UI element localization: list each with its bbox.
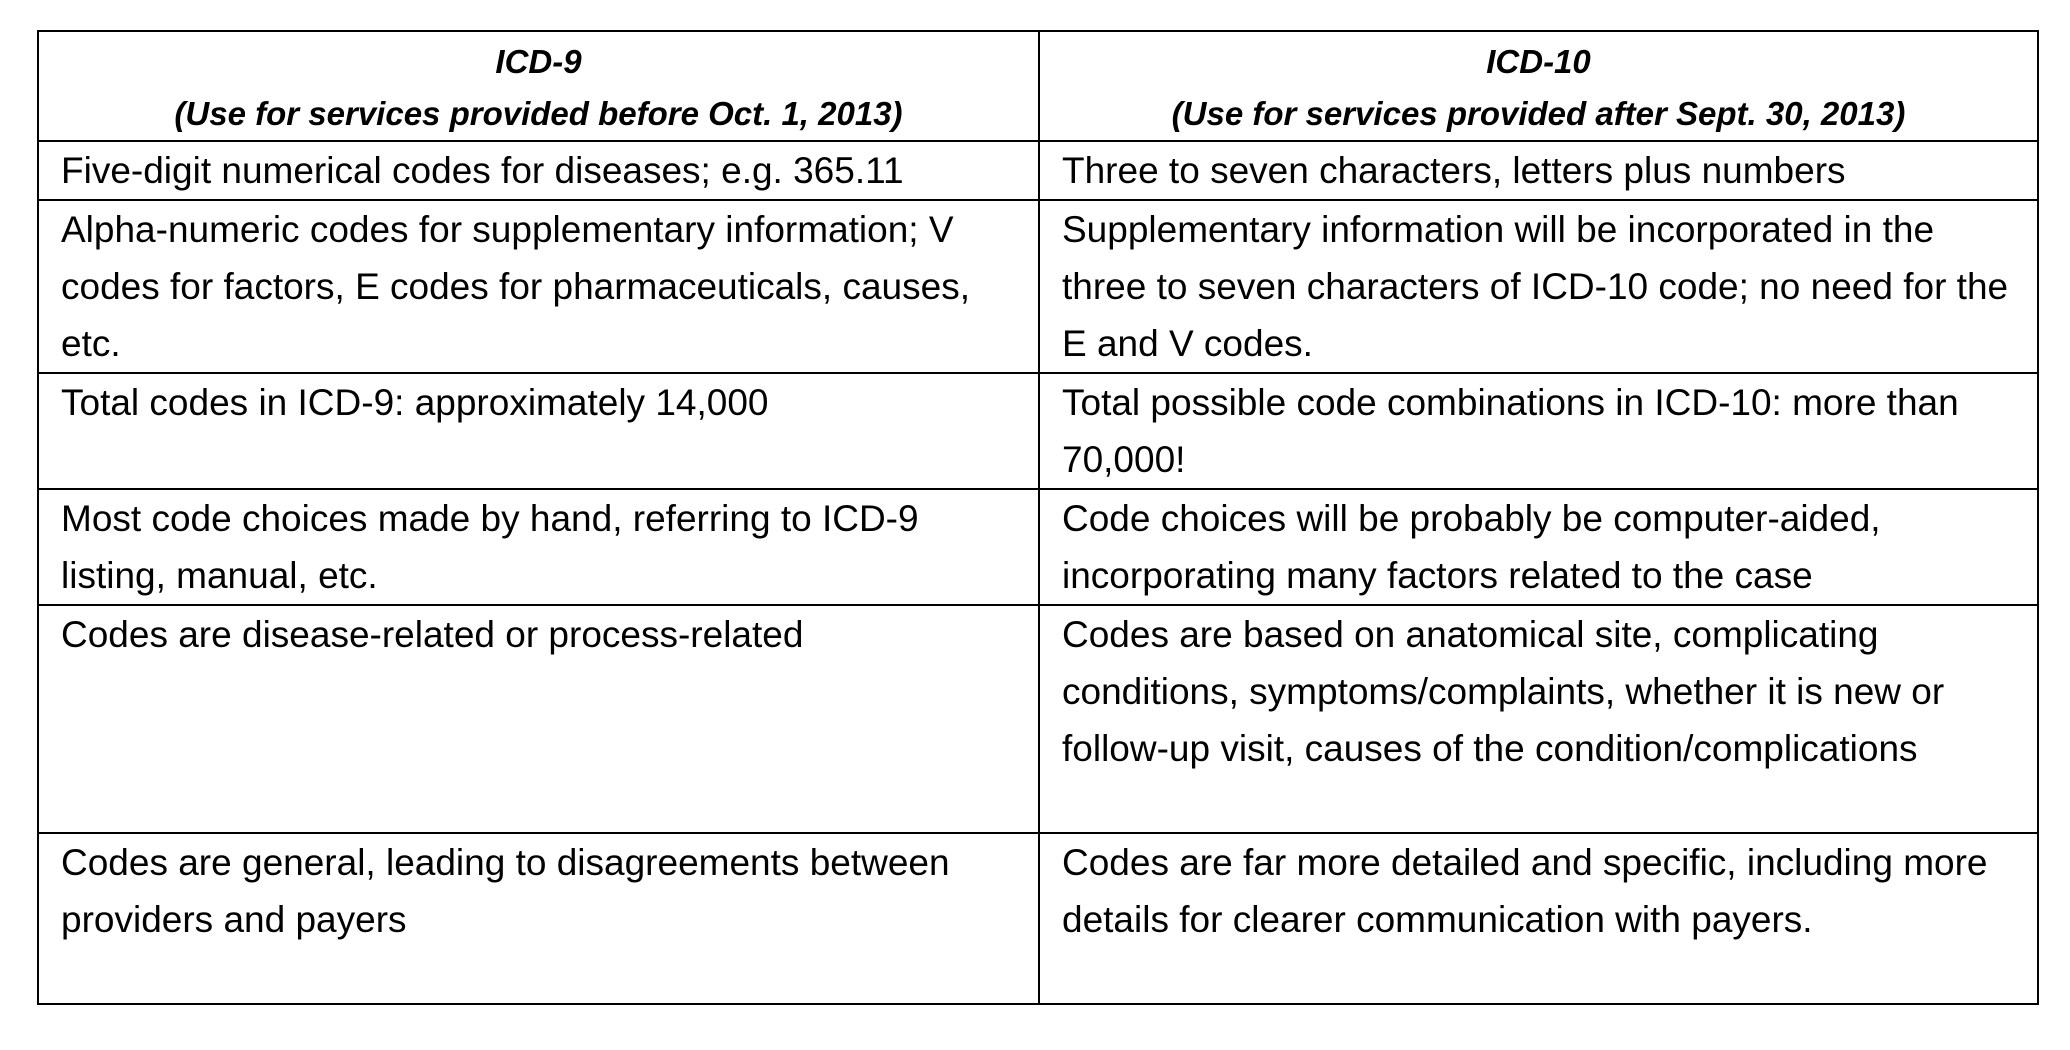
header-icd9-subtitle: (Use for services provided before Oct. 1, 2013): [174, 95, 903, 132]
header-row: [38, 31, 2038, 141]
header-icd10-subtitle: (Use for services provided after Sept. 30, 2013): [1171, 95, 1906, 132]
icd-comparison-table: [37, 30, 2039, 1005]
icd9-cell: Alpha-numeric codes for supplementary information; V codes for factors, E codes for pharmaceuticals, causes, etc.: [38, 200, 1039, 373]
icd10-cell: Supplementary information will be incorporated in the three to seven characters of ICD-10 code; no need for the E and V codes.: [1039, 200, 2038, 373]
icd9-cell: Most code choices made by hand, referring to ICD-9 listing, manual, etc.: [38, 489, 1039, 605]
icd10-cell: Codes are far more detailed and specific, including more details for clearer communication with payers.: [1039, 833, 2038, 1004]
table-row: [38, 605, 2038, 833]
icd9-cell: Codes are disease-related or process-related: [38, 605, 1039, 833]
table-row: [38, 373, 2038, 489]
header-icd10-title: ICD-10: [1486, 43, 1591, 80]
header-icd9: [38, 31, 1039, 141]
icd10-cell: Three to seven characters, letters plus numbers: [1039, 141, 2038, 200]
icd10-cell: Total possible code combinations in ICD-10: more than 70,000!: [1039, 373, 2038, 489]
table-row: [38, 833, 2038, 1004]
table-row: [38, 489, 2038, 605]
header-icd10: [1039, 31, 2038, 141]
icd9-cell: Codes are general, leading to disagreements between providers and payers: [38, 833, 1039, 1004]
header-icd9-title: ICD-9: [495, 43, 582, 80]
icd9-cell: Five-digit numerical codes for diseases; e.g. 365.11: [38, 141, 1039, 200]
icd10-cell: Codes are based on anatomical site, complicating conditions, symptoms/complaints, whether it is new or follow-up visit, causes of the condition/complications: [1039, 605, 2038, 833]
table-row: [38, 200, 2038, 373]
icd9-cell: Total codes in ICD-9: approximately 14,000: [38, 373, 1039, 489]
table-row: [38, 141, 2038, 200]
icd10-cell: Code choices will be probably be computer-aided, incorporating many factors related to the case: [1039, 489, 2038, 605]
